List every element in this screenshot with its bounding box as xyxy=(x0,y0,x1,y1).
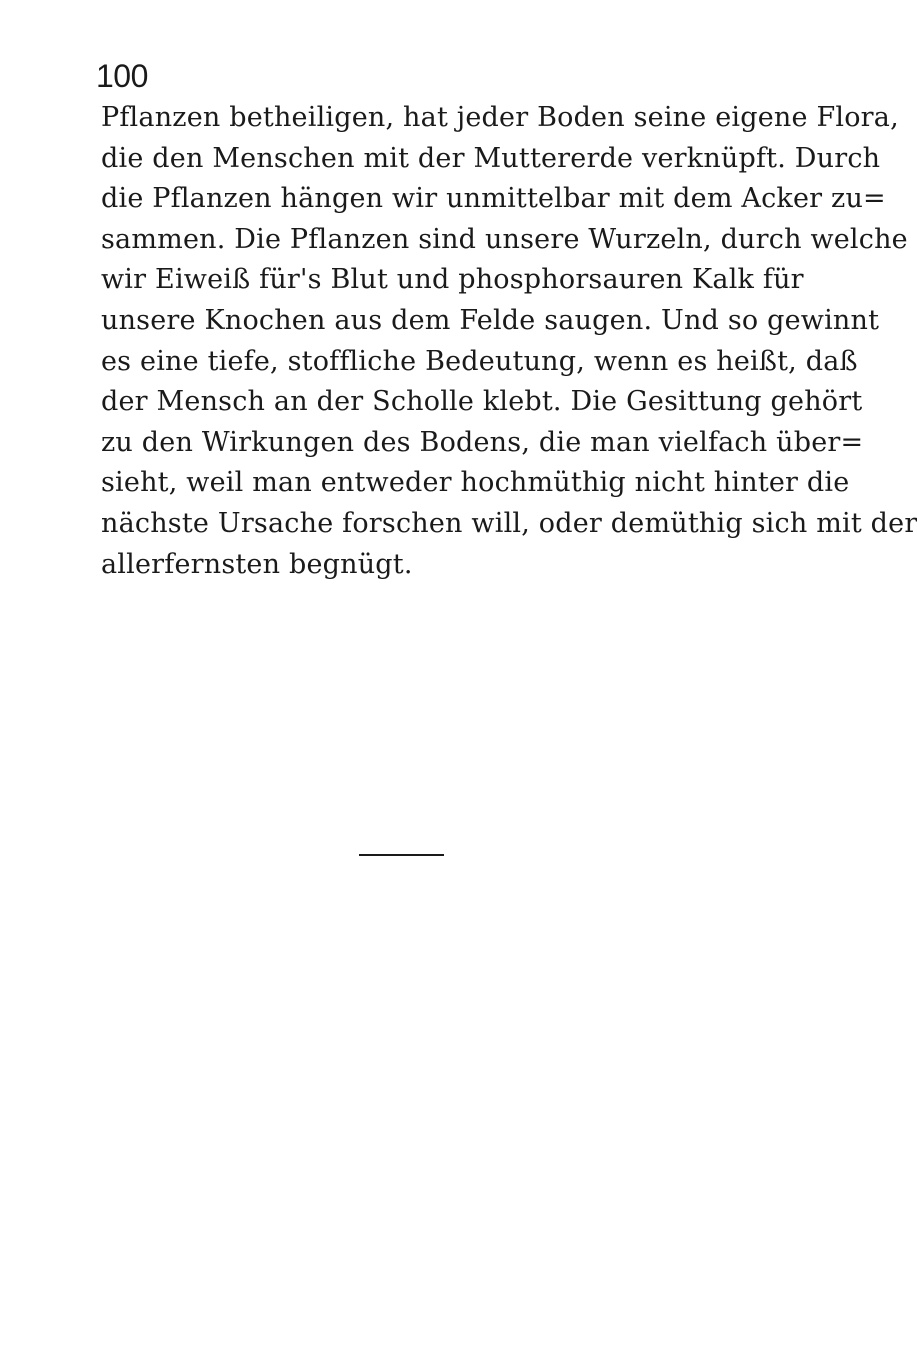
text-line: sieht, weil man entweder hochmüthig nicht hinter die xyxy=(101,467,850,499)
text-line: die den Menschen mit der Muttererde verknüpft. Durch xyxy=(101,142,881,174)
text-line: wir Eiweiß für's Blut und phosphorsauren Kalk für xyxy=(101,264,804,296)
section-divider-rule xyxy=(359,854,444,856)
page-number: 100 xyxy=(96,58,148,94)
text-line: sammen. Die Pflanzen sind unsere Wurzeln, durch welche xyxy=(101,223,908,255)
text-line: unsere Knochen aus dem Felde saugen. Und so gewinnt xyxy=(101,304,880,336)
text-line: Pflanzen betheiligen, hat jeder Boden seine eigene Flora, xyxy=(101,102,899,133)
text-line: der Mensch an der Scholle klebt. Die Gesittung gehört xyxy=(101,386,863,418)
text-line: es eine tiefe, stoffliche Bedeutung, wenn es heißt, daß xyxy=(101,345,858,377)
text-line: allerfernsten begnügt. xyxy=(101,548,413,580)
text-line: nächste Ursache forschen will, oder demüthig sich mit der xyxy=(101,507,917,539)
text-line: zu den Wirkungen des Bodens, die man vielfach über= xyxy=(101,426,864,458)
text-line: die Pflanzen hängen wir unmittelbar mit dem Acker zu= xyxy=(101,183,886,215)
body-text xyxy=(101,98,917,585)
